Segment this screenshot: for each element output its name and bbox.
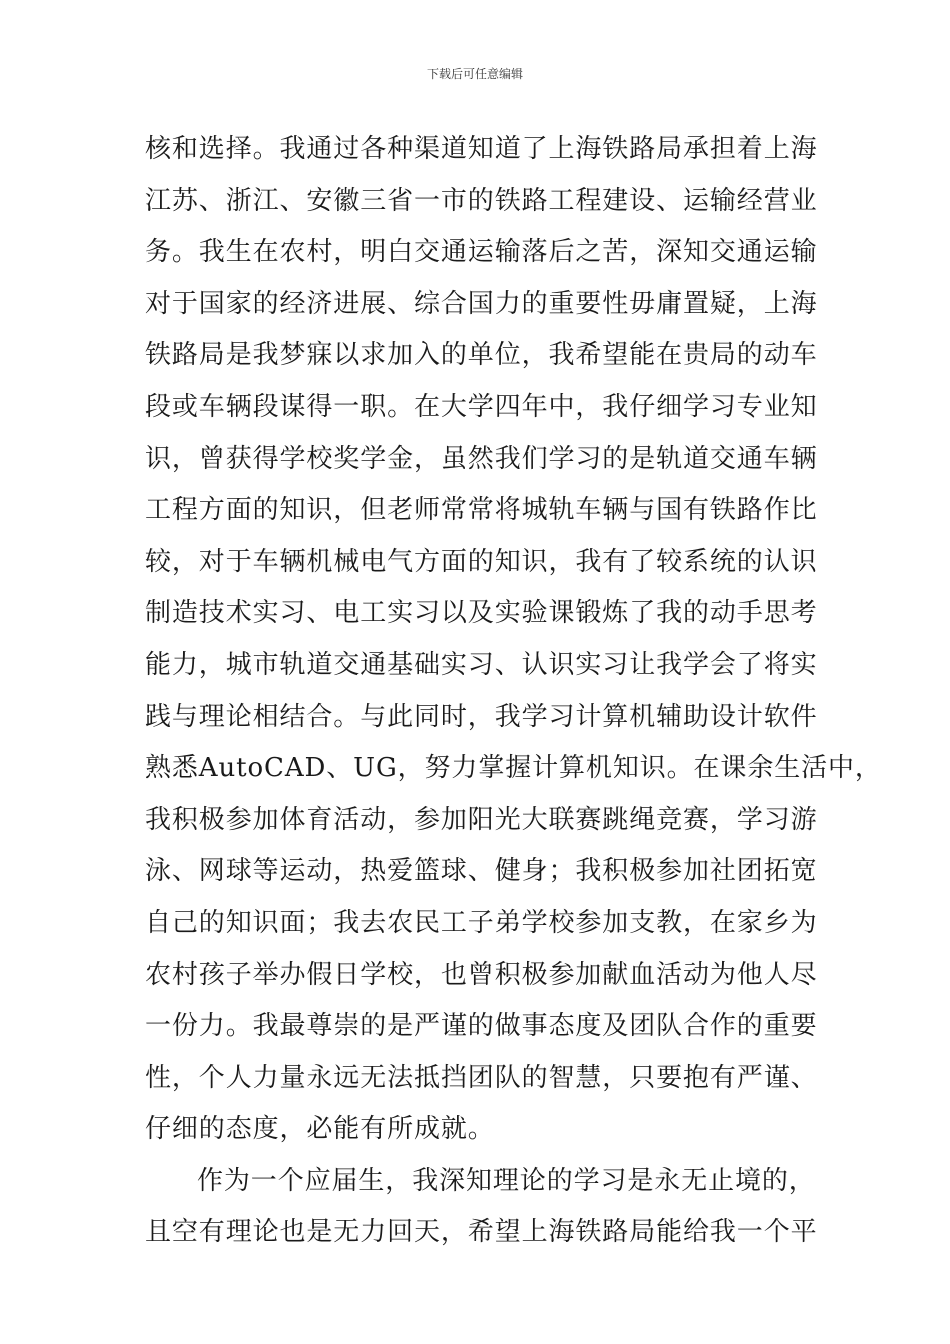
text-line: 制造技术实习、电工实习以及实验课锻炼了我的动手思考 [145,598,818,629]
text-line: 且空有理论也是无力回天，希望上海铁路局能给我一个平 [145,1217,818,1248]
text-line: 工程方面的知识，但老师常常将城轨车辆与国有铁路作比 [145,495,818,526]
text-line: 识，曾获得学校奖学金，虽然我们学习的是轨道交通车辆 [145,443,818,474]
text-line: 较，对于车辆机械电气方面的知识，我有了较系统的认识 [145,546,818,577]
text-line: 仔细的态度，必能有所成就。 [145,1114,495,1145]
text-line: 江苏、浙江、安徽三省一市的铁路工程建设、运输经营业 [145,185,818,216]
text-line: 熟悉AutoCAD、UG，努力掌握计算机知识。在课余生活中， [145,753,882,784]
text-line: 能力，城市轨道交通基础实习、认识实习让我学会了将实 [145,649,818,680]
text-line: 段或车辆段谋得一职。在大学四年中，我仔细学习专业知 [145,391,818,422]
text-line: 务。我生在农村，明白交通运输落后之苦，深知交通运输 [145,237,818,268]
text-line: 践与理论相结合。与此同时，我学习计算机辅助设计软件 [145,701,818,732]
text-line: 一份力。我最尊崇的是严谨的做事态度及团队合作的重要 [145,1011,818,1042]
page-header: 下载后可任意编辑 [426,67,523,81]
text-line: 对于国家的经济进展、综合国力的重要性毋庸置疑，上海 [145,288,818,319]
paragraph-first-line: 作为一个应届生，我深知理论的学习是永无止境的， [197,1165,816,1196]
text-line: 自己的知识面；我去农民工子弟学校参加支教，在家乡为 [145,907,818,938]
document-body [145,124,882,1259]
text-line: 铁路局是我梦寐以求加入的单位，我希望能在贵局的动车 [145,340,818,371]
text-line: 核和选择。我通过各种渠道知道了上海铁路局承担着上海 [145,134,818,164]
text-line: 我积极参加体育活动，参加阳光大联赛跳绳竞赛，学习游 [145,804,818,835]
text-line: 泳、网球等运动，热爱篮球、健身；我积极参加社团拓宽 [145,856,818,887]
text-line: 农村孩子举办假日学校，也曾积极参加献血活动为他人尽 [145,959,818,990]
text-line: 性，个人力量永远无法抵挡团队的智慧，只要抱有严谨、 [145,1062,818,1093]
